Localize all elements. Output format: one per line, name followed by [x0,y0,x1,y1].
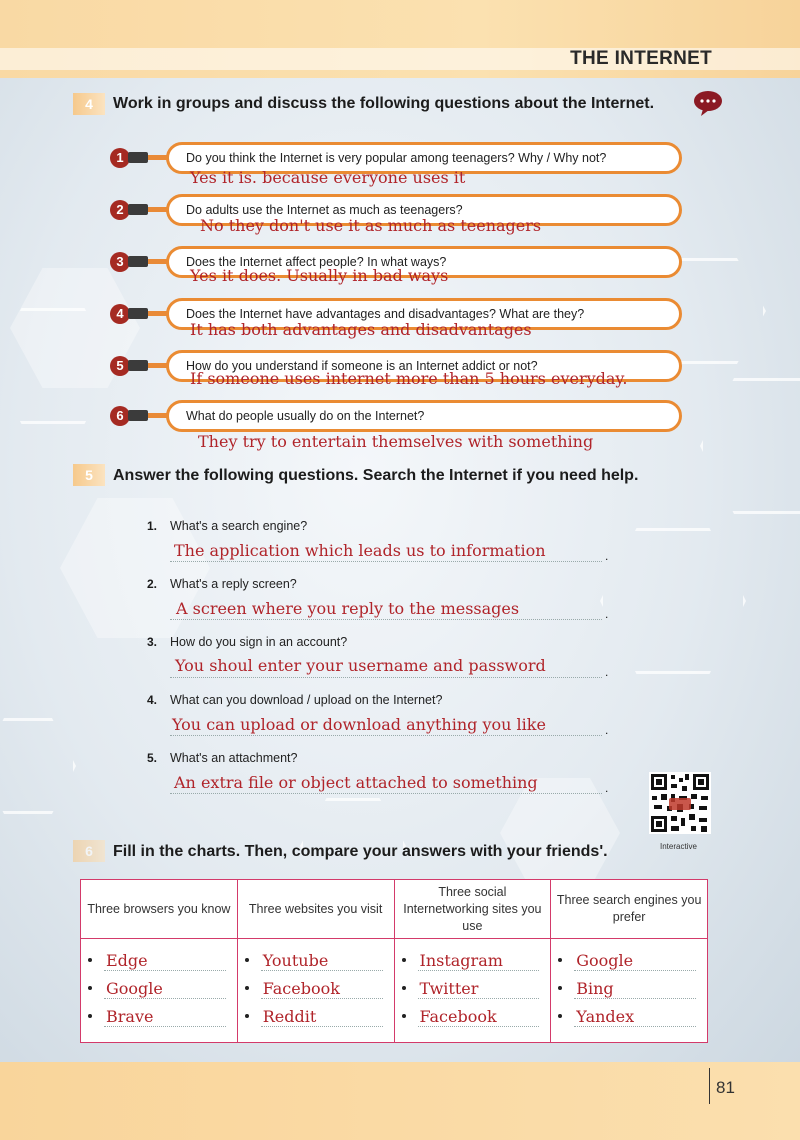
answer-period: . [605,607,609,621]
item-question: What can you download / upload on the Internet? [170,693,443,707]
handwritten-answer: They try to entertain themselves with something [198,432,594,451]
question-badge: 1 [110,148,130,168]
table-row [81,939,708,1043]
item-question: What's an attachment? [170,751,298,765]
question-connector [128,363,168,368]
question-text: Does the Internet affect people? In what ways? [186,255,447,269]
item-number: 1. [147,519,158,533]
handwritten-answer: Yes it does. Usually in bad ways [190,266,449,285]
handwritten-entry: Yandex [576,1007,635,1026]
handwritten-entry: Google [106,979,163,998]
question-badge: 4 [110,304,130,324]
handwritten-entry: Bing [576,979,614,998]
handwritten-answer: The application which leads us to information [174,541,546,560]
question-text: What do people usually do on the Internet? [186,409,425,423]
question-text: Does the Internet have advantages and disadvantages? What are they? [186,307,585,321]
hexagon-decoration [0,718,76,814]
question-badge: 2 [110,200,130,220]
handwritten-answer: It has both advantages and disadvantages [190,320,532,339]
item-number: 3. [147,635,158,649]
handwritten-answer: No they don't use it as much as teenagers [200,216,542,235]
exercise-number: 6 [73,840,105,862]
handwritten-entry: Google [576,951,634,970]
question-badge: 5 [110,356,130,376]
hexagon-decoration [700,378,800,514]
table-cell [551,939,708,1043]
item-number: 2. [147,577,158,591]
question-connector [128,207,168,212]
column-header: Three social Internetworking sites you use [394,880,551,939]
item-number: 5. [147,751,158,765]
page-divider [709,1068,710,1104]
handwritten-answer: A screen where you reply to the messages [176,599,520,618]
exercise-heading: Answer the following questions. Search the Internet if you need help. [113,467,639,484]
question-badge: 6 [110,406,130,426]
table-cell [81,939,238,1043]
question-connector [128,155,168,160]
item-number: 4. [147,693,158,707]
table-cell [237,939,394,1043]
answer-period: . [605,665,609,679]
table-header-row [81,880,708,939]
handwritten-entry: Brave [106,1007,154,1026]
answer-line [170,561,602,562]
handwritten-answer: You can upload or download anything you like [172,715,546,734]
qr-code-icon[interactable] [649,772,711,834]
page-number: 81 [716,1078,735,1097]
answer-line [170,619,602,620]
fill-in-chart-table [80,879,708,1043]
question-connector [128,311,168,316]
handwritten-answer: Yes it is. because everyone uses it [190,168,466,187]
bottom-band [0,1062,800,1140]
handwritten-answer: An extra file or object attached to something [174,773,538,792]
handwritten-entry: Twitter [419,979,479,998]
exercise-number: 4 [73,93,105,115]
speech-bubble-icon [693,90,723,116]
hexagon-decoration [600,528,746,674]
hexagon-decoration [500,778,620,888]
column-header: Three search engines you prefer [551,880,708,939]
qr-label: Interactive [660,842,697,851]
answer-line [170,793,602,794]
answer-line [170,735,602,736]
handwritten-entry: Edge [106,951,148,970]
item-question: What's a search engine? [170,519,308,533]
column-header: Three browsers you know [81,880,238,939]
item-question: How do you sign in an account? [170,635,348,649]
table-cell [394,939,551,1043]
section-title: THE INTERNET [570,48,712,69]
handwritten-entry: Youtube [262,951,329,970]
question-connector [128,259,168,264]
answer-period: . [605,723,609,737]
handwritten-entry: Reddit [262,1007,317,1026]
column-header: Three websites you visit [237,880,394,939]
answer-line [170,677,602,678]
question-connector [128,413,168,418]
exercise-number: 5 [73,464,105,486]
handwritten-answer: If someone uses internet more than 5 hours everyday. [190,369,628,388]
handwritten-entry: Facebook [262,979,340,998]
question-text: Do you think the Internet is very popular among teenagers? Why / Why not? [186,151,607,165]
handwritten-entry: Facebook [419,1007,497,1026]
answer-period: . [605,781,609,795]
handwritten-answer: You shoul enter your username and password [175,656,546,675]
handwritten-entry: Instagram [419,951,503,970]
question-badge: 3 [110,252,130,272]
exercise-heading: Fill in the charts. Then, compare your answers with your friends'. [113,843,608,860]
answer-period: . [605,549,609,563]
exercise-heading: Work in groups and discuss the following questions about the Internet. [113,95,655,112]
item-question: What's a reply screen? [170,577,297,591]
question-text: How do you understand if someone is an Internet addict or not? [186,359,538,373]
question-text: Do adults use the Internet as much as teenagers? [186,203,463,217]
